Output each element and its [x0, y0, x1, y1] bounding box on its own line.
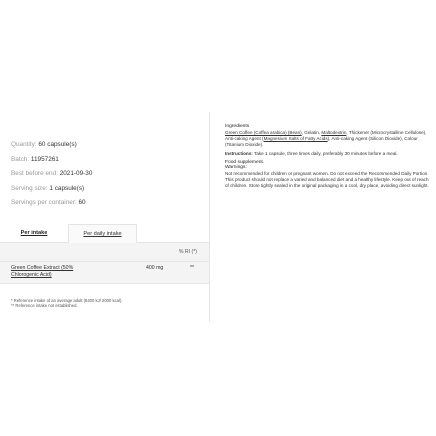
ingredients-thickener: (Microcrystalline Cellulose) — [370, 129, 426, 135]
property-label: Quantity: — [11, 141, 37, 148]
warnings-text: Not recommended for children or pregnant women. Do not exceed the Recommended Daily Portion. This product should not replace a varied and balanced diet and a healthy lifestyle. Keep out of reach of children. Store tightly sealed in the original packaging in a cool, dry place, avoiding direct sunlight. — [225, 171, 429, 189]
tab-per-daily-intake[interactable]: Per daily intake — [68, 224, 137, 243]
footnote: * Reference intake of an average adult (8400 kJ/ 2000 kcal). — [11, 298, 123, 303]
table-divider — [0, 283, 209, 284]
footnote: ** Reference intake not established. — [11, 303, 78, 309]
ingredient-link-magnesium-salts[interactable]: Magnesium Salts of Fatty Acids — [263, 135, 328, 141]
property-value: 2021-09-30 — [59, 170, 93, 178]
warnings-label: Warnings: — [225, 165, 247, 171]
ingredient-name-line: Green Coffee Extract (50% — [11, 265, 74, 271]
nutrition-footnotes — [11, 298, 123, 308]
property-best-before — [11, 167, 92, 182]
property-value: 60 capsule(s) — [38, 141, 77, 148]
property-value: 11957261 — [30, 155, 59, 163]
nutrition-table — [0, 243, 209, 284]
product-description — [225, 124, 430, 192]
ingredients-rest: ), Anti-caking Agent (Silicon Dioxide), Colour (Titanium Dioxide). — [225, 135, 418, 147]
instructions-text: Take 1 capsule, three times daily, preferably 30 minutes before a meal. — [254, 150, 398, 156]
property-batch — [11, 153, 92, 168]
category-label: Food supplement. — [225, 159, 265, 165]
property-value: 1 capsule(s) — [49, 184, 85, 192]
property-label: Best before end: — [11, 170, 58, 178]
ingredients-thickener-prefix: , Thickener — [346, 129, 370, 135]
property-label: Batch: — [11, 155, 30, 163]
property-quantity — [11, 138, 92, 153]
property-value: 60 — [78, 199, 86, 207]
ingredient-link-maltodextrin[interactable]: Maltodextrin — [321, 129, 347, 135]
ingredient-name-line: Chlorogenic Acid) — [11, 271, 52, 278]
column-divider — [209, 112, 210, 322]
ingredient-ri: ** — [190, 265, 195, 271]
ingredient-amount: 400 mg — [146, 265, 164, 271]
intake-tabs — [0, 224, 209, 243]
instructions-label: Instructions: — [225, 150, 253, 156]
ingredient-name-link[interactable] — [11, 265, 111, 278]
property-serving-size — [11, 182, 92, 197]
ingredients-text — [225, 130, 430, 148]
ingredients-anticaking-prefix: , Anti-caking Agent ( — [225, 129, 427, 141]
product-details-panel — [0, 0, 209, 436]
property-label: Serving size: — [11, 184, 48, 192]
tab-per-intake[interactable]: Per intake — [20, 230, 48, 236]
nutrition-table-header — [0, 243, 209, 262]
ri-column-header: % RI (*) — [178, 249, 197, 255]
ingredients-heading: Ingredients — [225, 124, 250, 129]
product-properties — [11, 138, 92, 211]
property-label: Servings per container: — [11, 199, 77, 207]
table-row — [0, 262, 209, 283]
instructions — [225, 151, 430, 157]
property-servings-per-container — [11, 196, 92, 211]
ingredients-separator: , Gelatin, — [301, 129, 322, 135]
ingredient-link-green-coffee[interactable]: Green Coffee (Coffea arabica) (Bean) — [225, 129, 302, 135]
